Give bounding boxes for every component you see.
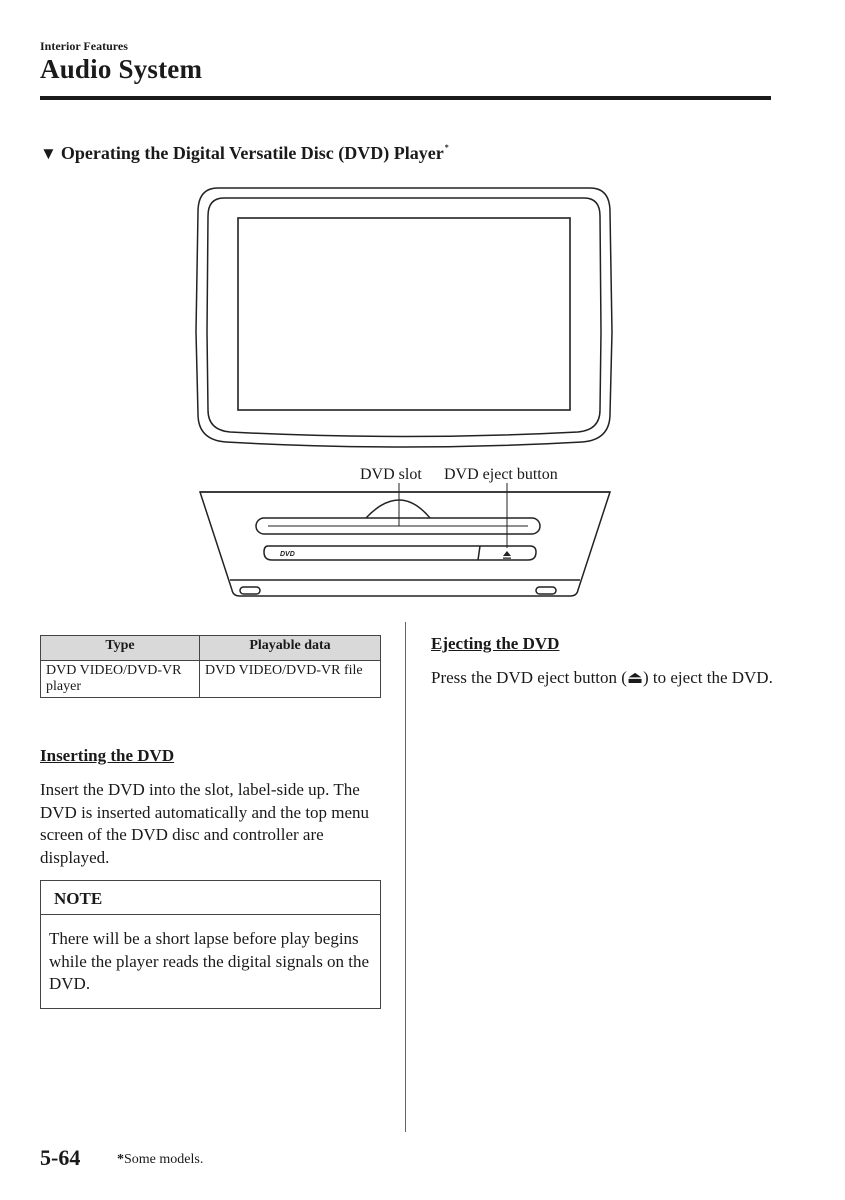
inserting-body: Insert the DVD into the slot, label-side up. The DVD is inserted automatically and the top menu screen of the DVD disc and controller are displayed. — [40, 780, 370, 867]
footnote — [117, 1152, 203, 1168]
ejecting-heading: Ejecting the DVD — [431, 634, 560, 653]
table-header-row — [41, 636, 381, 661]
footnote-marker: * — [117, 1152, 124, 1167]
ejecting-body-before: Press the DVD eject button ( — [431, 668, 627, 687]
eject-symbol-icon: ⏏ — [626, 668, 643, 687]
display-inner-bezel — [207, 198, 601, 437]
display-outer-bezel — [196, 188, 612, 447]
playable-data-table — [40, 635, 381, 698]
ejecting-body — [431, 667, 776, 690]
column-divider — [405, 622, 406, 1132]
breadcrumb: Interior Features — [40, 39, 128, 53]
note-box — [40, 880, 381, 1009]
inserting-heading: Inserting the DVD — [40, 746, 175, 765]
display-screen — [238, 218, 570, 410]
page-title: Audio System — [40, 54, 203, 84]
some-models-marker: * — [444, 143, 449, 152]
table-row — [41, 661, 381, 698]
title-rule — [40, 96, 771, 100]
table-header-playable-data: Playable data — [200, 636, 381, 661]
table-cell-type: DVD VIDEO/DVD-VR player — [41, 661, 200, 698]
dvd-slot-callout: DVD slot — [360, 466, 422, 483]
footnote-text: Some models. — [124, 1152, 204, 1167]
table-header-type: Type — [41, 636, 200, 661]
section-heading — [40, 143, 449, 164]
dvd-player-illustration — [190, 182, 620, 622]
section-heading-text: Operating the Digital Versatile Disc (DVD) Player — [60, 143, 444, 163]
note-label: NOTE — [41, 881, 380, 915]
triangle-bullet-icon: ▼ — [40, 144, 57, 163]
note-body: There will be a short lapse before play begins while the player reads the digital signals on the DVD. — [49, 929, 370, 994]
dvd-eject-button-callout: DVD eject button — [444, 466, 558, 483]
eject-button-icon — [503, 551, 511, 559]
table-cell-playable-data: DVD VIDEO/DVD-VR file — [200, 661, 381, 698]
page-number: 5-64 — [40, 1145, 81, 1170]
ejecting-body-after: ) to eject the DVD. — [643, 668, 773, 687]
slot-finger-recess — [366, 500, 430, 518]
dvd-logo: DVD — [280, 551, 295, 558]
